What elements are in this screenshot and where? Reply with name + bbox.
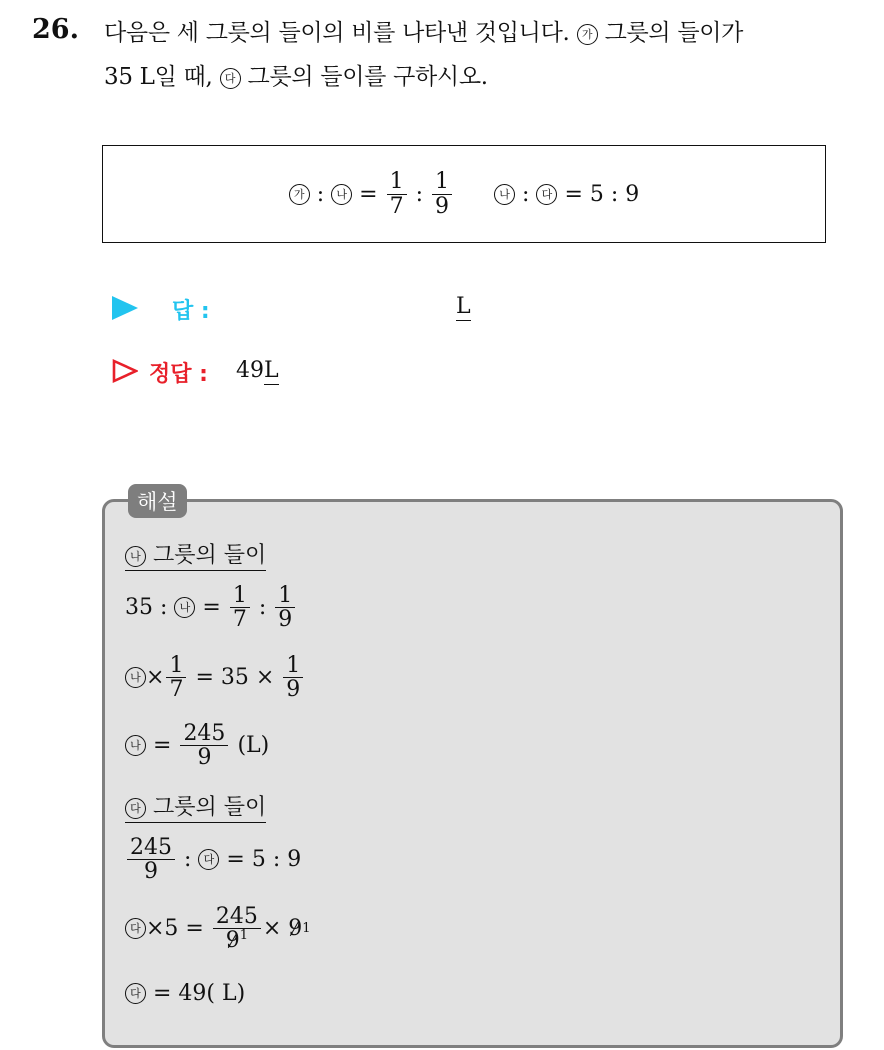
explanation-line-2: 35 : 나 = $\frac{1}{7}$ : $\frac{1}{9}$	[125, 584, 297, 631]
ga-symbol: 가	[289, 184, 310, 205]
explanation-line-3: 나 × $\frac{1}{7}$ = 35 × $\frac{1}{9}$	[125, 654, 305, 701]
fraction-245-9: $\frac{245}{9}$	[180, 722, 228, 769]
na-symbol: 나	[494, 184, 515, 205]
equals: =	[359, 181, 378, 207]
explanation-heading-da: 다 그릇의 들이	[125, 790, 266, 823]
da-symbol: 다	[220, 68, 241, 89]
da-symbol: 다	[198, 849, 219, 870]
fraction-245-9: $\frac{245}{9}$	[127, 836, 175, 883]
na-symbol: 나	[125, 735, 146, 756]
question-line-2	[104, 58, 488, 91]
explanation-heading-na: 나 그릇의 들이	[125, 538, 266, 571]
question-text-2-end: 그릇의 들이를 구하시오.	[247, 64, 488, 90]
answer-blank[interactable]	[456, 294, 471, 319]
na-symbol: 나	[174, 597, 195, 618]
explanation-line-8: 다 = 49( L)	[125, 981, 245, 1006]
correct-triangle-icon	[112, 359, 138, 383]
correct-value: 49L	[236, 358, 279, 383]
na-symbol: 나	[125, 546, 146, 567]
fraction-1-7: $\frac{1}{7}$	[166, 654, 186, 701]
ratio-2-rhs: = 5 : 9	[564, 181, 640, 207]
correct-unit: L	[264, 358, 279, 383]
fraction-1-7: $\frac{1}{7}$	[387, 170, 407, 217]
da-symbol: 다	[536, 184, 557, 205]
question-line-1	[104, 14, 743, 47]
explanation-line-4: 나 = $\frac{245}{9}$ (L)	[125, 722, 269, 769]
colon: :	[316, 181, 325, 207]
answer-triangle-icon	[112, 296, 138, 320]
da-symbol: 다	[125, 798, 146, 819]
da-symbol: 다	[125, 918, 146, 939]
fraction-1-9: $\frac{1}{9}$	[275, 584, 295, 631]
da-symbol: 다	[125, 983, 146, 1004]
explanation-panel	[102, 499, 843, 1048]
question-text-1: 다음은 세 그릇의 들이의 비를 나타낸 것입니다.	[104, 20, 570, 46]
explanation-line-6: $\frac{245}{9}$ : 다 = 5 : 9	[125, 836, 301, 883]
fraction-245-9-cancel: $\frac{245}{9^1}$	[213, 905, 261, 953]
na-symbol: 나	[331, 184, 352, 205]
question-number: 26.	[32, 14, 79, 45]
question-text-1-end: 그릇의 들이가	[604, 20, 744, 46]
answer-label: 답 :	[172, 299, 210, 324]
explanation-line-7: 다 ×5 = $\frac{245}{9^1}$ × 9 1	[125, 905, 311, 953]
fraction-1-9: $\frac{1}{9}$	[283, 654, 303, 701]
explanation-tab: 해설	[128, 484, 187, 518]
colon: :	[415, 181, 424, 207]
answer-unit: L	[456, 294, 471, 319]
na-symbol: 나	[125, 667, 146, 688]
colon: :	[522, 181, 530, 207]
question-text-2: 35 L일 때,	[104, 64, 213, 90]
correct-label: 정답 :	[149, 362, 208, 387]
ga-symbol: 가	[577, 24, 598, 45]
fraction-1-9: $\frac{1}{9}$	[432, 170, 452, 217]
ratio-box	[102, 145, 826, 243]
fraction-1-7: $\frac{1}{7}$	[230, 584, 250, 631]
